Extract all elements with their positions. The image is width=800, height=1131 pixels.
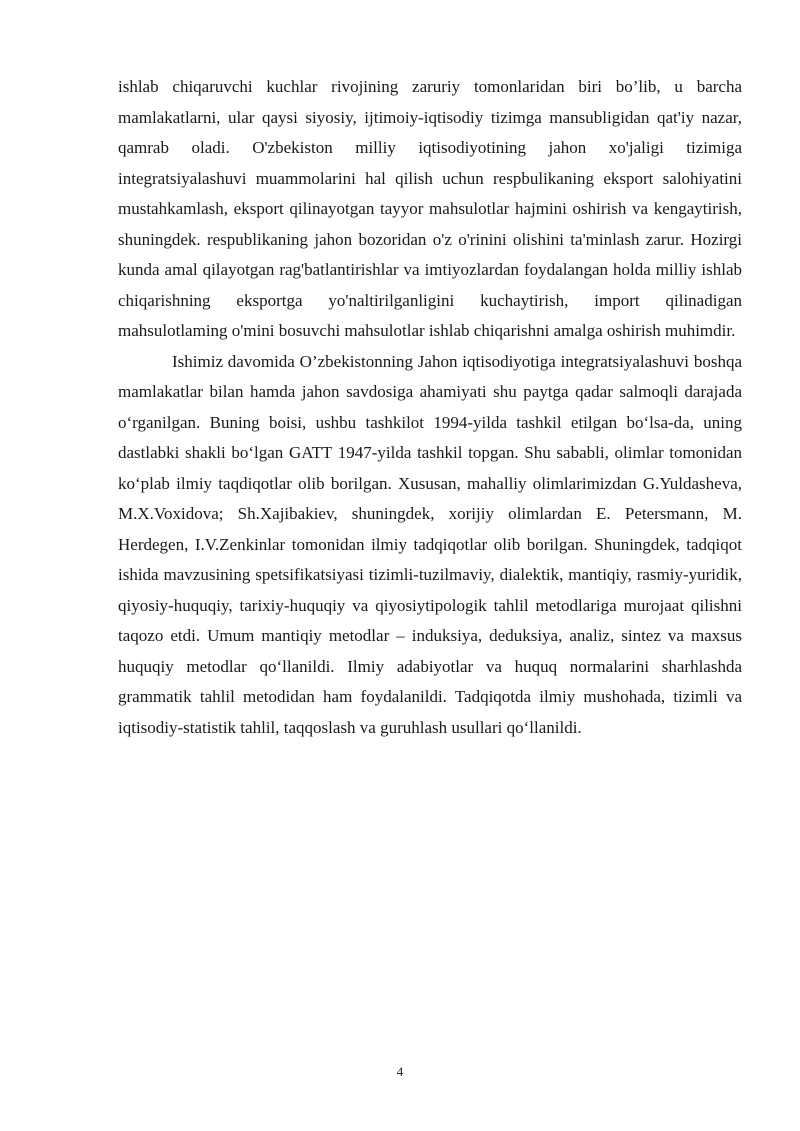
paragraph-continuation: ishlab chiqaruvchi kuchlar rivojining zaruriy tomonlaridan biri bo’lib, u barcha mamlakatlarni, ular qaysi siyosiy, ijtimoiy-iqtisodiy tizimga mansubligidan qat'iy nazar, qamrab oladi. O'zbekiston milliy iqtisodiyotining jahon xo'jaligi tizimiga integratsiyalashuvi muammolarini hal qilish uchun respbulikaning eksport salohiyatini mustahkamlash, eksport qilinayotgan tayyor mahsulotlar hajmini oshirish va kengaytirish, shuningdek. respublikaning jahon bozoridan o'z o'rinini olishini ta'minlash zarur. Hozirgi kunda amal qilayotgan rag'batlantirishlar va imtiyozlardan foydalangan holda milliy ishlab chiqarishning eksportga yo'naltirilganligini kuchaytirish, import qilinadigan mahsulotlaming o'mini bosuvchi mahsulotlar ishlab chiqarishni amalga oshirish muhimdir. bbox=[118, 77, 742, 340]
page-number: 4 bbox=[396, 1064, 404, 1079]
paragraph-methods: Ishimiz davomida O’zbekistonning Jahon iqtisodiyotiga integratsiyalashuvi boshqa mamlakatlar bilan hamda jahon savdosiga ahamiyati shu paytga qadar salmoqli darajada o‘rganilgan. Buning boisi, ushbu tashkilot 1994-yilda tashkil etilgan bo‘lsa-da, uning dastlabki shakli bo‘lgan GATT 1947-yilda tashkil topgan. Shu sababli, olimlar tomonidan ko‘plab ilmiy taqdiqotlar olib borilgan. Xususan, mahalliy olimlarimizdan G.Yuldasheva, M.X.Voxidova; Sh.Xajibakiev, shuningdek, xorijiy olimlardan E. Petersmann, M. Herdegen, I.V.Zenkinlar tomonidan ilmiy tadqiqotlar olib borilgan. Shuningdek, tadqiqot ishida mavzusining spetsifikatsiyasi tizimli-tuzilmaviy, dialektik, mantiqiy, rasmiy-yuridik, qiyosiy-huquqiy, tarixiy-huquqiy va qiyosiytipologik tahlil metodlariga murojaat qilishni taqozo etdi. Umum mantiqiy metodlar – induksiya, deduksiya, analiz, sintez va maxsus huquqiy metodlar qo‘llanildi. Ilmiy adabiyotlar va huquq normalarini sharhlashda grammatik tahlil metodidan ham foydalanildi. Tadqiqotda ilmiy mushohada, tizimli va iqtisodiy-statistik tahlil, taqqoslash va guruhlash usullari qo‘llanildi. bbox=[118, 351, 742, 737]
body-text bbox=[118, 72, 742, 743]
